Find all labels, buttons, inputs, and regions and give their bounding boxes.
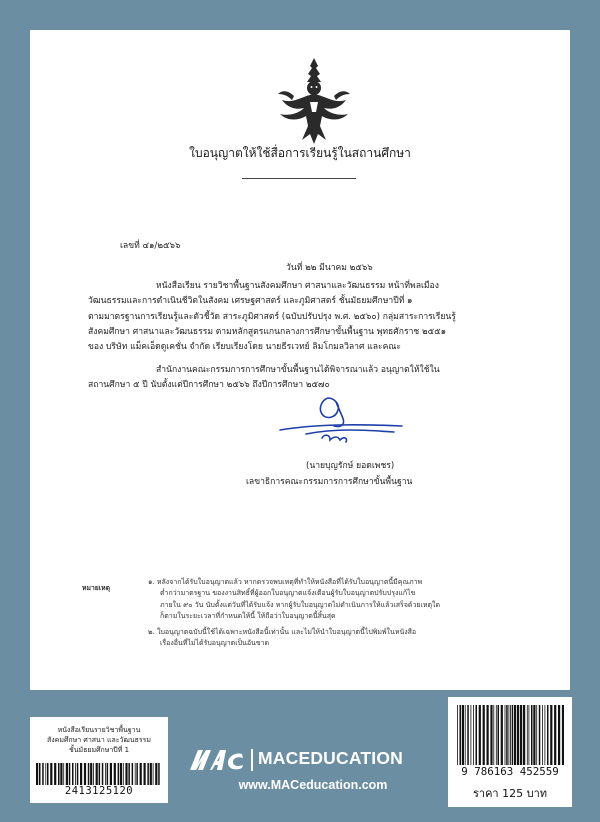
price-label: ราคา 125 บาท: [472, 787, 548, 800]
body-line: สำนักงานคณะกรรมการการศึกษาขั้นพื้นฐานได้พิจารณาแล้ว อนุญาตให้ใช้ใน: [156, 365, 440, 375]
isbn-price-box: [448, 697, 572, 807]
barcode-bar: [66, 763, 68, 785]
barcode-bar: [88, 763, 90, 785]
barcode-bar: [45, 763, 46, 785]
barcode-bar: [533, 705, 535, 765]
barcode-bar: [545, 705, 546, 765]
body-line: ตามมาตรฐานการเรียนรู้และตัวชี้วัด สาระภูมิศาสตร์ (ฉบับปรับปรุง พ.ศ. ๒๕๖๐) กลุ่มสาระการเรียนรู้: [88, 311, 456, 322]
brand: [190, 748, 436, 772]
barcode-bar: [63, 763, 64, 785]
barcode-bar: [90, 763, 92, 785]
barcode-bar: [476, 705, 478, 765]
license-body-paragraph-2: [88, 363, 440, 394]
brand-name: MACEDUCATION: [258, 748, 403, 768]
barcode-bar: [54, 763, 56, 785]
barcode-bar: [509, 705, 510, 765]
barcode-bar: [72, 763, 74, 785]
barcode-icon: [35, 763, 163, 785]
body-line: ของ บริษัท แม็คเอ็ดดูเคชั่น จำกัด เรียบเรียงโดย นายธีรเวทย์ ลิมโกมลวิลาศ และคณะ: [88, 342, 401, 353]
barcode-bar: [527, 705, 528, 765]
body-line: วัฒนธรรมและการดำเนินชีวิตในสังคม เศรษฐศาสตร์ และภูมิศาสตร์ ชั้นมัธยมศึกษาปีที่ ๑: [88, 296, 413, 307]
mac-logo-icon: [190, 750, 246, 770]
barcode-bar: [147, 763, 149, 785]
barcode-bar: [496, 705, 497, 765]
notes-label: หมายเหตุ: [82, 584, 110, 592]
barcode-bar: [99, 763, 101, 785]
barcode-bar: [523, 705, 525, 765]
barcode-bar: [498, 705, 500, 765]
license-number: เลขที่ ๔๑/๒๕๖๖: [120, 241, 181, 251]
barcode-bar: [539, 705, 541, 765]
barcode-bar: [512, 705, 514, 765]
barcode-bar: [114, 763, 116, 785]
license-document: [30, 30, 570, 690]
barcode-bar: [542, 705, 543, 765]
barcode-bar: [550, 705, 552, 765]
barcode-bar: [490, 705, 492, 765]
barcode-bar: [75, 763, 76, 785]
barcode-bar: [140, 763, 142, 785]
book-label: [30, 717, 168, 803]
note-line: เรื่องอื่นที่ไม่ได้รับอนุญาตเป็นอันขาด: [160, 639, 270, 648]
barcode-bar: [96, 763, 98, 785]
license-body-paragraph-1: [88, 279, 456, 355]
barcode-bar: [36, 763, 38, 785]
isbn-number: 9 786163 452559: [461, 765, 559, 778]
barcode-bar: [471, 705, 472, 765]
barcode-bar: [517, 705, 519, 765]
barcode-bar: [460, 705, 462, 765]
barcode-bar: [135, 763, 136, 785]
note-line: ๒. ใบอนุญาตฉบับนี้ใช้ได้เฉพาะหนังสือนี้เท่านั้น และไม่ให้นำใบอนุญาตนี้ไปพิมพ์ในหนังสือ: [148, 628, 417, 636]
isbn-barcode-icon: [456, 705, 564, 765]
barcode-bar: [506, 705, 508, 765]
barcode-bar: [150, 763, 152, 785]
note-line: ภายใน ๙๐ วัน นับตั้งแต่วันที่ได้รับแจ้ง หากผู้รับใบอนุญาตไม่ดำเนินการให้แล้วเสร็จด้วยเหตุใด: [160, 600, 441, 609]
book-label-line: สังคมศึกษา ศาสนา และวัฒนธรรม: [46, 736, 152, 745]
barcode-bar: [529, 705, 530, 765]
barcode-bar: [132, 763, 134, 785]
signer-name: (นายบุญรักษ์ ยอดเพชร): [306, 461, 395, 471]
note-1: [148, 577, 440, 622]
barcode-bar: [107, 763, 109, 785]
note-line: ต่ำกว่ามาตรฐาน ของงานสิทธิ์ที่ผู้ออกใบอนุญาตแจ้งเตือนผู้รับใบอนุญาตปรับปรุงแก้ไข: [160, 589, 416, 598]
barcode-bar: [110, 763, 112, 785]
barcode-bar: [128, 763, 130, 785]
book-label-line: ชั้นมัธยมศึกษาปีที่ 1: [68, 746, 130, 755]
barcode-bar: [467, 705, 469, 765]
barcode-bar: [118, 763, 120, 785]
barcode-bar: [554, 705, 556, 765]
barcode-bar: [487, 705, 489, 765]
barcode-bar: [479, 705, 481, 765]
barcode-bar: [531, 705, 533, 765]
barcode-bar: [493, 705, 494, 765]
note-line: ก็ตามในระยะเวลาที่กำหนดให้นี้ ให้ถือว่าใบอนุญาตนี้สิ้นสุด: [160, 611, 336, 620]
body-line: สังคมศึกษา ศาสนาและวัฒนธรรม ตามหลักสูตรแกนกลางการศึกษาขั้นพื้นฐาน พุทธศักราช ๒๕๕๑: [88, 326, 447, 337]
barcode-bar: [155, 763, 157, 785]
book-label-line: หนังสือเรียนรายวิชาพื้นฐาน: [57, 726, 141, 734]
barcode-bar: [558, 705, 560, 765]
barcode-bar: [465, 705, 466, 765]
license-date: วันที่ ๒๒ มีนาคม ๒๕๖๖: [286, 263, 373, 273]
barcode-number: 2413125120: [64, 785, 134, 797]
barcode-bar: [105, 763, 106, 785]
note-line: ๑. หลังจากได้รับใบอนุญาตแล้ว หากตรวจพบเหตุที่ทำให้หนังสือที่ได้รับใบอนุญาตนี้มีคุณภาพ: [148, 578, 423, 586]
barcode-bar: [42, 763, 44, 785]
barcode-bar: [536, 705, 537, 765]
barcode-bar: [58, 763, 60, 785]
barcode-bar: [120, 763, 122, 785]
barcode-bar: [77, 763, 79, 785]
barcode-bar: [136, 763, 138, 785]
barcode-bar: [84, 763, 86, 785]
body-line: หนังสือเรียน รายวิชาพื้นฐานสังคมศึกษา ศาสนาและวัฒนธรรม หน้าที่พลเมือง: [156, 281, 439, 291]
signature-icon: [276, 390, 406, 448]
body-line: สถานศึกษา ๕ ปี นับตั้งแต่ปีการศึกษา ๒๕๖๖ ถึงปีการศึกษา ๒๕๗๐: [88, 380, 330, 391]
barcode-bar: [50, 763, 52, 785]
garuda-emblem-icon: [274, 56, 354, 148]
barcode-bar: [505, 705, 506, 765]
title-divider: [242, 178, 356, 179]
barcode-bar: [60, 763, 62, 785]
license-title: ใบอนุญาตให้ใช้สื่อการเรียนรู้ในสถานศึกษา: [189, 146, 411, 160]
brand-separator: [251, 749, 253, 771]
barcode-bar: [125, 763, 127, 785]
barcode-bar: [158, 763, 160, 785]
barcode-bar: [483, 705, 485, 765]
brand-url[interactable]: www.MACeducation.com: [238, 778, 388, 792]
barcode-bar: [39, 763, 41, 785]
barcode-bar: [69, 763, 71, 785]
barcode-bar: [514, 705, 516, 765]
barcode-bar: [123, 763, 124, 785]
barcode-bar: [547, 705, 549, 765]
barcode-bar: [144, 763, 146, 785]
barcode-bar: [501, 705, 503, 765]
barcode-bar: [47, 763, 49, 785]
barcode-bar: [510, 705, 511, 765]
barcode-bar: [93, 763, 94, 785]
book-label-text: [30, 725, 168, 756]
barcode-bar: [102, 763, 104, 785]
barcode-bar: [153, 763, 154, 785]
note-2: [148, 627, 416, 650]
signer-title: เลขาธิการคณะกรรมการการศึกษาขั้นพื้นฐาน: [246, 477, 413, 487]
barcode-bar: [562, 705, 564, 765]
barcode-bar: [462, 705, 464, 765]
barcode-bar: [520, 705, 522, 765]
barcode-bar: [457, 705, 458, 765]
barcode-bar: [80, 763, 82, 785]
barcode-bar: [473, 705, 474, 765]
